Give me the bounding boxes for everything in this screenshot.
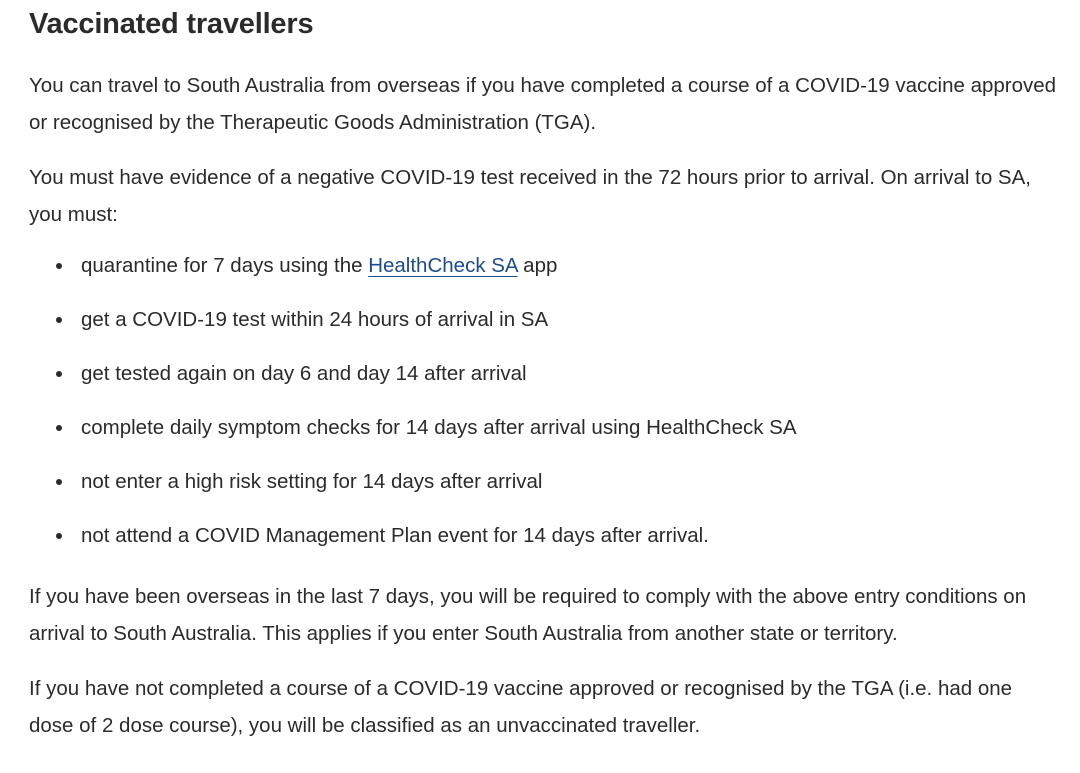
list-item-text: get tested again on day 6 and day 14 after arrival bbox=[81, 362, 527, 385]
intro-paragraph: You can travel to South Australia from overseas if you have completed a course of a COVID-19 vaccine approved or recognised by the Therapeutic Goods Administration (TGA). bbox=[29, 74, 1057, 134]
healthcheck-sa-link[interactable]: HealthCheck SA bbox=[368, 254, 518, 277]
list-item-text: not attend a COVID Management Plan event for 14 days after arrival. bbox=[81, 524, 709, 547]
list-item bbox=[29, 463, 1062, 500]
list-item-text: not enter a high risk setting for 14 days after arrival bbox=[81, 470, 543, 493]
bullet-icon bbox=[56, 479, 62, 485]
arrival-requirements-list bbox=[29, 247, 1062, 554]
list-item bbox=[29, 247, 1062, 284]
list-item-text: complete daily symptom checks for 14 days after arrival using HealthCheck SA bbox=[81, 416, 797, 439]
list-item bbox=[29, 301, 1062, 338]
bullet-icon bbox=[56, 533, 62, 539]
list-item bbox=[29, 355, 1062, 392]
list-item bbox=[29, 517, 1062, 554]
bullet-icon bbox=[56, 425, 62, 431]
test-requirement-paragraph: You must have evidence of a negative COVID-19 test received in the 72 hours prior to arrival. On arrival to SA, you must: bbox=[29, 166, 1031, 226]
recent-overseas-paragraph: If you have been overseas in the last 7 days, you will be required to comply with the above entry conditions on arrival to South Australia. This applies if you enter South Australia from another state or territory. bbox=[29, 585, 1027, 645]
bullet-icon bbox=[56, 263, 62, 269]
list-item-text: quarantine for 7 days using the bbox=[81, 254, 369, 277]
bullet-icon bbox=[56, 371, 62, 377]
list-item bbox=[29, 409, 1062, 446]
bullet-icon bbox=[56, 317, 62, 323]
list-item-text: get a COVID-19 test within 24 hours of arrival in SA bbox=[81, 308, 549, 331]
not-completed-paragraph: If you have not completed a course of a COVID-19 vaccine approved or recognised by the TGA (i.e. had one dose of 2 dose course), you will be classified as an unvaccinated traveller. bbox=[29, 677, 1013, 737]
list-item-text: app bbox=[517, 254, 558, 277]
section-heading: Vaccinated travellers bbox=[29, 8, 314, 40]
